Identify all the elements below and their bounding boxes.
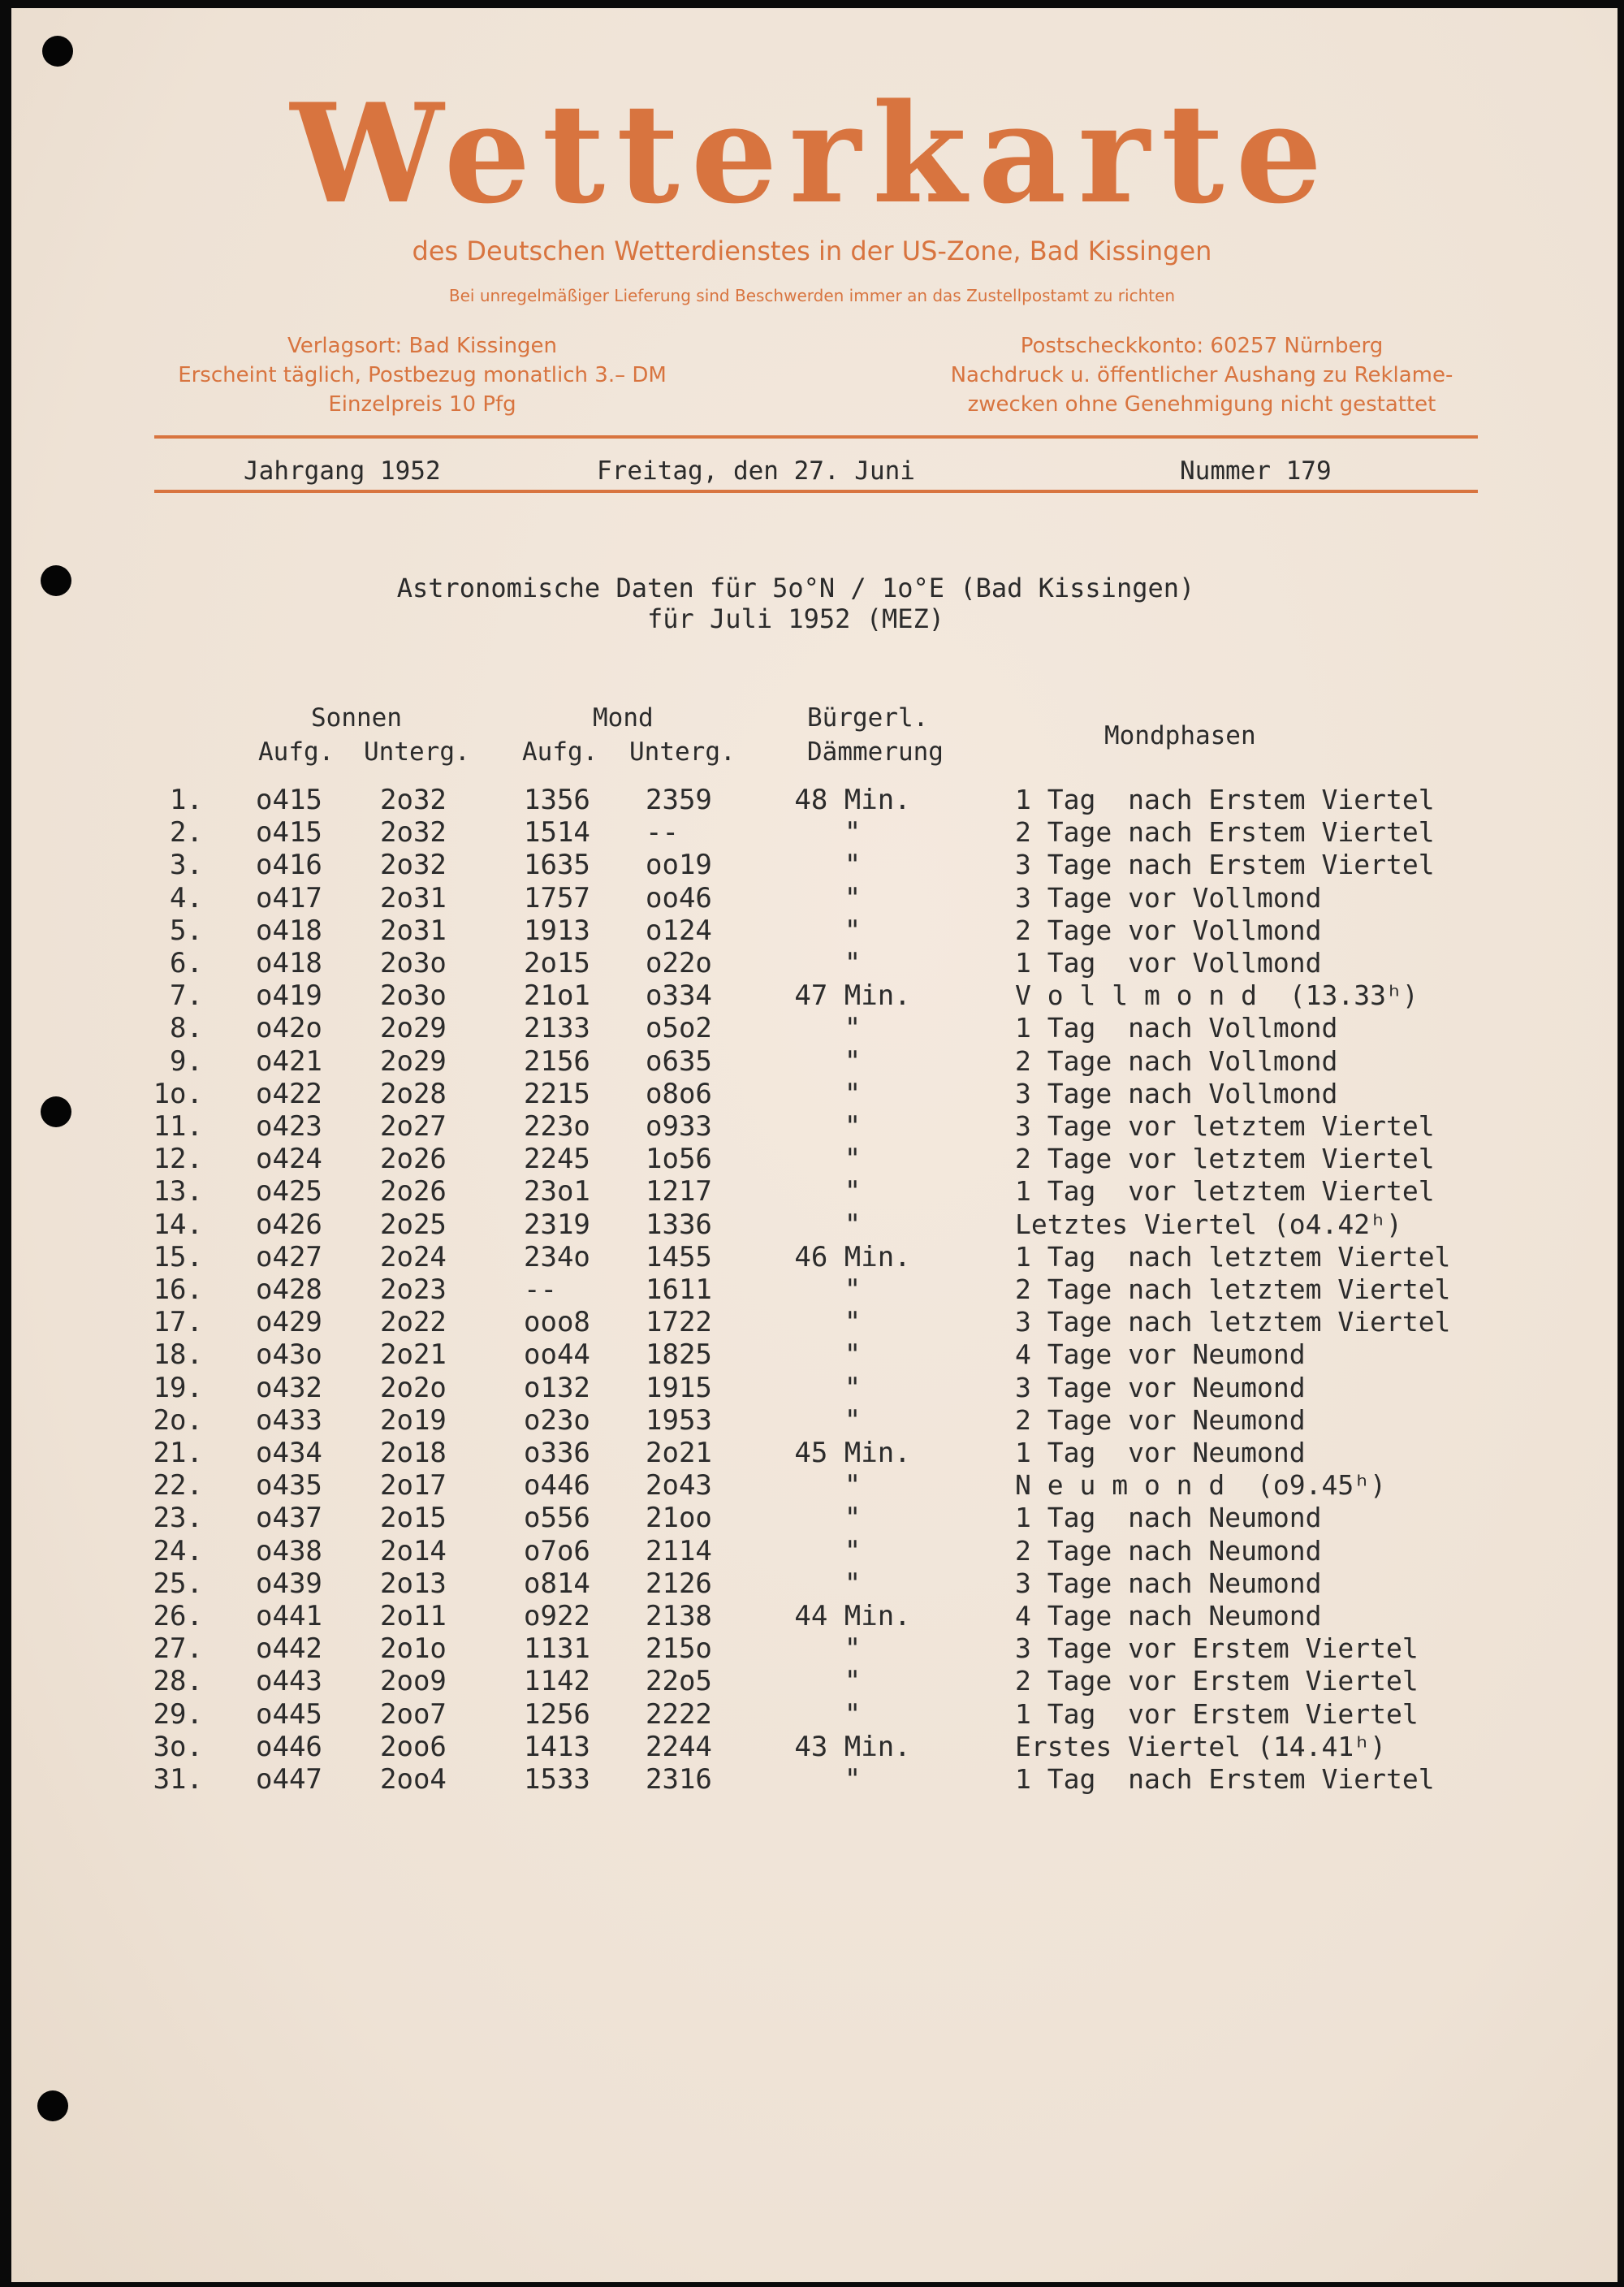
day-cell: 23. [153,1502,203,1535]
table-row [0,882,1624,914]
table-row [0,1372,1624,1404]
edition-year: Jahrgang 1952 [244,456,441,486]
moonset-cell: 2114 [646,1534,712,1567]
day-cell: 6. [170,947,203,979]
table-row [0,1273,1624,1306]
day-cell: 26. [153,1600,203,1632]
moonrise-cell: 23o1 [524,1175,590,1208]
day-cell: 27. [153,1632,203,1666]
moonset-cell: 1217 [646,1175,712,1208]
twilight-cell: " [844,1208,862,1241]
sunrise-cell: o422 [256,1077,322,1110]
phase-cell: 1 Tag nach Neumond [1015,1502,1322,1534]
sunrise-cell: o42o [256,1012,322,1045]
day-cell: 1. [170,784,203,816]
table-row [0,1502,1624,1534]
header-moon-phases: Mondphasen [1104,721,1256,750]
moonset-cell: 1953 [646,1403,712,1437]
day-cell: 5. [170,914,203,947]
header-moonset: Unterg. [629,737,736,767]
moonrise-cell: 2319 [524,1208,590,1241]
table-row [0,1143,1624,1175]
table-row [0,1045,1624,1078]
day-cell: 3. [170,849,203,882]
moonrise-cell: ooo8 [524,1306,590,1339]
moonset-cell: 2222 [646,1697,712,1731]
sunset-cell: 2o26 [380,1143,447,1176]
moonset-cell: o8o6 [646,1077,712,1110]
table-row [0,1110,1624,1143]
moonrise-cell: 2215 [524,1077,590,1110]
twilight-cell: " [844,914,862,947]
phase-cell: 3 Tage vor letztem Viertel [1015,1110,1435,1142]
moonset-cell: 2138 [646,1600,712,1632]
sunset-cell: 2o22 [380,1306,447,1339]
info-line: Postscheckkonto: 60257 Nürnberg [1020,334,1384,358]
punch-hole [41,565,71,596]
info-line: Verlagsort: Bad Kissingen [287,334,558,358]
moonrise-cell: 223o [524,1110,590,1143]
day-cell: 15. [153,1240,203,1273]
phase-cell: 1 Tag vor letztem Viertel [1015,1175,1435,1208]
sunrise-cell: o418 [256,947,322,979]
sunset-cell: 2o13 [380,1567,447,1600]
phase-cell: 1 Tag nach Vollmond [1015,1012,1338,1044]
sunrise-cell: o427 [256,1240,322,1273]
moonset-cell: oo19 [646,849,712,882]
moonset-cell: 22o5 [646,1665,712,1698]
phase-cell: 4 Tage vor Neumond [1015,1338,1306,1371]
day-cell: 2o. [153,1403,203,1437]
masthead-note: Bei unregelmäßiger Lieferung sind Beschwerden immer an das Zustellpostamt zu richten [448,286,1176,305]
sunset-cell: 2o26 [380,1175,447,1208]
info-line: Einzelpreis 10 Pfg [328,392,516,417]
moonrise-cell: oo44 [524,1338,590,1372]
sunset-cell: 2oo9 [380,1665,447,1698]
day-cell: 22. [153,1469,203,1502]
twilight-cell: " [844,1665,862,1698]
masthead-title: Wetterkarte [290,73,1334,234]
moonset-cell: 1336 [646,1208,712,1241]
twilight-cell: " [844,881,862,914]
table-row [0,849,1624,881]
phase-cell: 3 Tage nach Neumond [1015,1567,1322,1599]
info-line: Nachdruck u. öffentlicher Aushang zu Reklame- [950,363,1453,387]
sunrise-cell: o425 [256,1175,322,1208]
moonrise-cell: o23o [524,1403,590,1437]
moonrise-cell: o446 [524,1469,590,1502]
day-cell: 1o. [153,1077,203,1110]
moonrise-cell: 2245 [524,1143,590,1176]
sunset-cell: 2oo4 [380,1763,447,1796]
phase-cell: 3 Tage vor Neumond [1015,1371,1306,1403]
sunrise-cell: o447 [256,1763,322,1796]
publisher-info [146,331,698,419]
twilight-cell: " [844,1567,862,1600]
twilight-cell: " [844,1273,862,1306]
sunrise-cell: o417 [256,881,322,914]
moonrise-cell: 2133 [524,1012,590,1045]
sunset-cell: 2o31 [380,914,447,947]
moonrise-cell: 2156 [524,1044,590,1078]
header-twilight: Bürgerl. [807,703,929,733]
sunset-cell: 2o17 [380,1469,447,1502]
header-sunrise: Aufg. [258,737,335,767]
postal-info [926,331,1478,419]
sunrise-cell: o418 [256,914,322,947]
divider-top [154,435,1478,439]
info-line: Erscheint täglich, Postbezug monatlich 3.– DM [178,363,667,387]
moonset-cell: o5o2 [646,1012,712,1045]
phase-cell: 3 Tage nach Erstem Viertel [1015,849,1435,881]
table-row [0,1404,1624,1437]
moonset-cell: oo46 [646,881,712,914]
sunset-cell: 2o32 [380,816,447,850]
table-row [0,1241,1624,1273]
twilight-cell: " [844,1175,862,1208]
moonset-cell: 2o21 [646,1437,712,1469]
twilight-cell: 44 Min. [794,1600,911,1632]
phase-cell: 2 Tage nach letztem Viertel [1015,1273,1451,1305]
sunset-cell: 2o3o [380,979,447,1013]
masthead-subtitle: des Deutschen Wetterdienstes in der US-Zone, Bad Kissingen [412,236,1212,266]
moonset-cell: 1722 [646,1306,712,1339]
sunrise-cell: o419 [256,979,322,1013]
moonrise-cell: 1413 [524,1730,590,1763]
sunset-cell: 2o23 [380,1273,447,1306]
sunrise-cell: o446 [256,1730,322,1763]
moonset-cell: 1455 [646,1240,712,1273]
moonset-cell: 2316 [646,1763,712,1796]
table-row [0,816,1624,849]
moonset-cell: 1611 [646,1273,712,1306]
twilight-cell: " [844,1012,862,1045]
moonset-cell: 215o [646,1632,712,1666]
phase-cell: Letztes Viertel (o4.42ʰ) [1015,1208,1402,1240]
phase-cell: 2 Tage vor letztem Viertel [1015,1143,1435,1175]
moonrise-cell: 1913 [524,914,590,947]
table-row [0,947,1624,979]
twilight-cell: " [844,947,862,979]
phase-cell: 1 Tag nach Erstem Viertel [1015,784,1435,815]
table-row [0,1208,1624,1241]
punch-hole [42,36,73,67]
day-cell: 16. [153,1273,203,1306]
table-row [0,979,1624,1012]
twilight-cell: " [844,849,862,882]
moonset-cell: o933 [646,1110,712,1143]
sunset-cell: 2oo6 [380,1730,447,1763]
twilight-cell: " [844,1632,862,1666]
phase-cell: 1 Tag vor Erstem Viertel [1015,1697,1419,1730]
sunrise-cell: o441 [256,1600,322,1632]
twilight-cell: " [844,816,862,850]
sunset-cell: 2o31 [380,881,447,914]
sunset-cell: 2o29 [380,1012,447,1045]
moonrise-cell: o922 [524,1600,590,1632]
moonrise-cell: 1514 [524,816,590,850]
sunset-cell: 2o11 [380,1600,447,1632]
twilight-cell: 43 Min. [794,1730,911,1763]
moonset-cell: o124 [646,914,712,947]
phase-cell: 1 Tag vor Vollmond [1015,947,1322,979]
moonrise-cell: -- [524,1273,557,1306]
moonset-cell: 2359 [646,784,712,816]
moonset-cell: 2244 [646,1730,712,1763]
phase-cell: 2 Tage nach Erstem Viertel [1015,816,1435,849]
twilight-cell: " [844,1502,862,1535]
twilight-cell: " [844,1338,862,1372]
table-row [0,1535,1624,1567]
sunset-cell: 2o21 [380,1338,447,1372]
sunset-cell: 2o14 [380,1534,447,1567]
phase-cell: 2 Tage vor Erstem Viertel [1015,1665,1419,1697]
divider-bottom [154,490,1478,493]
moonrise-cell: 1256 [524,1697,590,1731]
twilight-cell: 48 Min. [794,784,911,816]
sunrise-cell: o445 [256,1697,322,1731]
moonset-cell: 21oo [646,1502,712,1535]
twilight-cell: " [844,1077,862,1110]
sunrise-cell: o416 [256,849,322,882]
twilight-cell: " [844,1306,862,1339]
twilight-cell: " [844,1534,862,1567]
twilight-cell: 46 Min. [794,1240,911,1273]
moonrise-cell: 1142 [524,1665,590,1698]
table-row [0,1338,1624,1371]
moonset-cell: o334 [646,979,712,1013]
sunrise-cell: o429 [256,1306,322,1339]
day-cell: 21. [153,1437,203,1469]
day-cell: 24. [153,1534,203,1567]
sunrise-cell: o434 [256,1437,322,1469]
header-moon: Mond [593,703,654,733]
table-row [0,1567,1624,1600]
sunrise-cell: o443 [256,1665,322,1698]
sunrise-cell: o415 [256,784,322,816]
twilight-cell: " [844,1763,862,1796]
header-twilight-2: Dämmerung [807,737,944,767]
day-cell: 13. [153,1175,203,1208]
phase-cell: 3 Tage nach letztem Viertel [1015,1306,1451,1338]
moonrise-cell: o336 [524,1437,590,1469]
punch-hole [37,2090,68,2121]
day-cell: 31. [153,1763,203,1796]
phase-cell: 3 Tage nach Vollmond [1015,1077,1338,1109]
sunrise-cell: o428 [256,1273,322,1306]
table-row [0,1175,1624,1208]
day-cell: 9. [170,1044,203,1078]
table-row [0,1306,1624,1338]
sunrise-cell: o426 [256,1208,322,1241]
phase-cell: Erstes Viertel (14.41ʰ) [1015,1730,1386,1762]
sunrise-cell: o415 [256,816,322,850]
day-cell: 11. [153,1110,203,1143]
moonrise-cell: 1635 [524,849,590,882]
moonset-cell: 2126 [646,1567,712,1600]
phase-cell: 1 Tag vor Neumond [1015,1437,1306,1468]
moonset-cell: 1825 [646,1338,712,1372]
phase-cell: 4 Tage nach Neumond [1015,1600,1322,1632]
table-row [0,1012,1624,1044]
twilight-cell: " [844,1110,862,1143]
sunrise-cell: o421 [256,1044,322,1078]
sunset-cell: 2o25 [380,1208,447,1241]
moonrise-cell: 1533 [524,1763,590,1796]
phase-cell: 1 Tag nach Erstem Viertel [1015,1763,1435,1795]
phase-cell: 2 Tage vor Neumond [1015,1403,1306,1436]
day-cell: 12. [153,1143,203,1176]
day-cell: 18. [153,1338,203,1372]
phase-cell: 2 Tage vor Vollmond [1015,914,1322,946]
day-cell: 3o. [153,1730,203,1763]
sunrise-cell: o423 [256,1110,322,1143]
info-line: zwecken ohne Genehmigung nicht gestattet [967,392,1436,417]
sunrise-cell: o43o [256,1338,322,1372]
header-moonrise: Aufg. [522,737,598,767]
table-row [0,1600,1624,1632]
sunset-cell: 2o32 [380,784,447,816]
phase-cell: 2 Tage nach Vollmond [1015,1044,1338,1077]
day-cell: 2. [170,816,203,850]
phase-cell: V o l l m o n d (13.33ʰ) [1015,979,1419,1012]
table-row [0,1698,1624,1731]
sunrise-cell: o433 [256,1403,322,1437]
day-cell: 8. [170,1012,203,1045]
sunset-cell: 2o15 [380,1502,447,1535]
table-row [0,1665,1624,1697]
day-cell: 4. [170,881,203,914]
moonrise-cell: 1131 [524,1632,590,1666]
moonset-cell: -- [646,816,679,850]
day-cell: 29. [153,1697,203,1731]
day-cell: 25. [153,1567,203,1600]
sunset-cell: 2o28 [380,1077,447,1110]
twilight-cell: " [844,1044,862,1078]
phase-cell: 3 Tage vor Vollmond [1015,881,1322,914]
moonrise-cell: o7o6 [524,1534,590,1567]
sunset-cell: 2o32 [380,849,447,882]
moonrise-cell: 1757 [524,881,590,914]
twilight-cell: 47 Min. [794,979,911,1013]
sunset-cell: 2o2o [380,1371,447,1404]
sunset-cell: 2o1o [380,1632,447,1666]
moonrise-cell: 21o1 [524,979,590,1013]
sunrise-cell: o435 [256,1469,322,1502]
moonrise-cell: 1356 [524,784,590,816]
table-title: Astronomische Daten für 5o°N / 1o°E (Bad Kissingen) [396,573,1195,603]
sunrise-cell: o432 [256,1371,322,1404]
sunrise-cell: o442 [256,1632,322,1666]
edition-date: Freitag, den 27. Juni [597,456,915,486]
table-row [0,1731,1624,1763]
moonrise-cell: o556 [524,1502,590,1535]
table-row [0,784,1624,816]
twilight-cell: " [844,1403,862,1437]
table-row [0,1763,1624,1796]
moonrise-cell: o132 [524,1371,590,1404]
phase-cell: 3 Tage vor Erstem Viertel [1015,1632,1419,1665]
twilight-cell: " [844,1697,862,1731]
twilight-cell: " [844,1469,862,1502]
day-cell: 14. [153,1208,203,1241]
sunset-cell: 2o24 [380,1240,447,1273]
sunset-cell: 2o19 [380,1403,447,1437]
moonset-cell: 2o43 [646,1469,712,1502]
table-row [0,1437,1624,1469]
day-cell: 7. [170,979,203,1013]
sunset-cell: 2o27 [380,1110,447,1143]
table-row [0,1469,1624,1502]
sunset-cell: 2o29 [380,1044,447,1078]
phase-cell: 1 Tag nach letztem Viertel [1015,1240,1451,1273]
header-sun: Sonnen [311,703,402,733]
moonset-cell: 1o56 [646,1143,712,1176]
sunset-cell: 2o3o [380,947,447,979]
moonset-cell: 1915 [646,1371,712,1404]
moonrise-cell: 2o15 [524,947,590,979]
table-row [0,914,1624,947]
sunrise-cell: o439 [256,1567,322,1600]
day-cell: 19. [153,1371,203,1404]
moonset-cell: o635 [646,1044,712,1078]
twilight-cell: 45 Min. [794,1437,911,1469]
table-row [0,1078,1624,1110]
table-subtitle: für Juli 1952 (MEZ) [646,603,945,634]
phase-cell: N e u m o n d (o9.45ʰ) [1015,1469,1386,1502]
sunset-cell: 2oo7 [380,1697,447,1731]
moonset-cell: o22o [646,947,712,979]
phase-cell: 2 Tage nach Neumond [1015,1534,1322,1567]
moonrise-cell: o814 [524,1567,590,1600]
day-cell: 28. [153,1665,203,1698]
table-row [0,1632,1624,1665]
twilight-cell: " [844,1371,862,1404]
header-sunset: Unterg. [364,737,470,767]
day-cell: 17. [153,1306,203,1339]
sunset-cell: 2o18 [380,1437,447,1469]
sunrise-cell: o438 [256,1534,322,1567]
moonrise-cell: 234o [524,1240,590,1273]
sunrise-cell: o437 [256,1502,322,1535]
edition-number: Nummer 179 [1180,456,1332,486]
twilight-cell: " [844,1143,862,1176]
sunrise-cell: o424 [256,1143,322,1176]
